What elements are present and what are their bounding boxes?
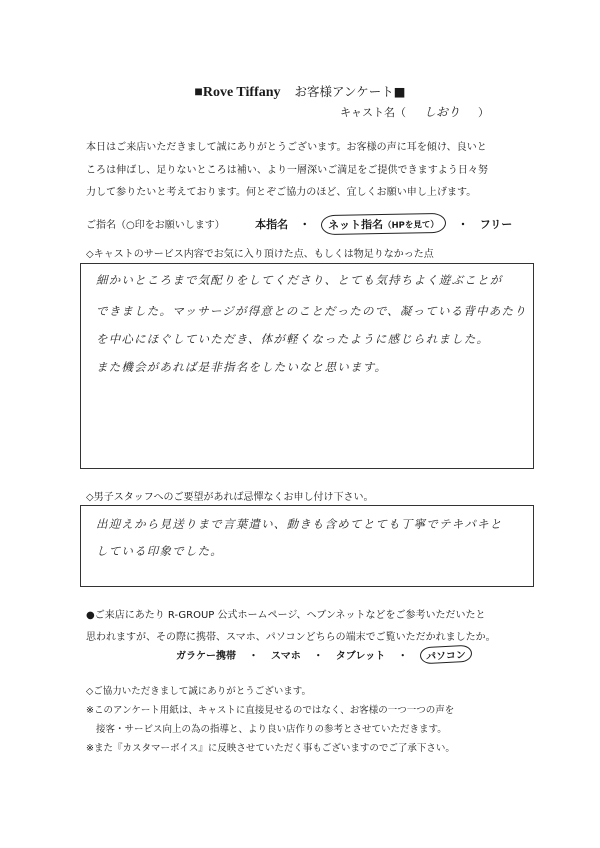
- q1-answer-line: 細かいところまで気配りをしてくださり、とても気持ちよく遊ぶことが: [96, 273, 503, 287]
- device-option-pc-circled: [420, 645, 473, 665]
- survey-title: [0, 82, 600, 101]
- device-question-line: ●ご来店にあたり R-GROUP 公式ホームページ、ヘブンネットなどをご参考いただいたと: [86, 610, 486, 621]
- footer-notes: [86, 682, 556, 758]
- separator: ・: [313, 651, 324, 662]
- nomination-label: ご指名（○印をお願いします）: [86, 220, 225, 231]
- nomination-row: [86, 214, 556, 234]
- intro-line: 力して参りたいと考えております。何とぞご協力のほど、宜しくお願い申し上げます。: [86, 187, 477, 198]
- intro-line: ころは伸ばし、足りないところは補い、より一層深いご満足をご提供できますよう日々努: [86, 164, 488, 176]
- device-question: [86, 605, 546, 649]
- cast-name-close: ）: [478, 106, 489, 119]
- nomination-option-net-sub: （HPを見て）: [383, 220, 440, 232]
- nomination-option-net: ネット指名: [328, 218, 384, 232]
- q2-answer-line: 出迎えから見送りまで言葉遣い、動きも含めてとても丁寧でテキパキと: [96, 517, 503, 531]
- footer-line: ◇ご協力いただきまして誠にありがとうございます。: [86, 686, 312, 697]
- device-option-smartphone: スマホ: [270, 651, 301, 662]
- intro-text: [86, 137, 536, 205]
- q1-answer-line: できました。マッサージが得意とのことだったので、凝っている背中あたり: [96, 304, 527, 318]
- device-option-feature-phone: ガラケー携帯: [176, 651, 236, 662]
- footer-line: ※また『カスタマーボイス』に反映させていただく事もございますのでご了承下さい。: [86, 743, 455, 754]
- brand-name: ■Rove Tiffany: [194, 85, 281, 100]
- device-option-pc: パソコン: [426, 649, 467, 664]
- device-options: [176, 646, 472, 663]
- q2-answer-line: している印象でした。: [96, 544, 223, 558]
- footer-line: ※このアンケート用紙は、キャストに直接見せるのではなく、お客様の一つ一つの声を: [86, 705, 455, 716]
- footer-line: 接客・サービス向上の為の指導と、より良い店作りの参考とさせていただきます。: [96, 724, 447, 735]
- q1-answer-line: を中心にほぐしていただき、体が軽くなったように感じられました。: [96, 332, 490, 346]
- intro-line: 本日はご来店いただきまして誠にありがとうございます。お客様の声に耳を傾け、良いと: [86, 142, 487, 153]
- nomination-option-regular: 本指名: [255, 218, 289, 231]
- device-question-line: 思われますが、その際に携帯、スマホ、パソコンどちらの端末でご覧いただかれましたか。: [86, 632, 496, 643]
- cast-name-label: キャスト名（: [340, 106, 406, 119]
- q1-label: ◇キャストのサービス内容でお気に入り頂けた点、もしくは物足りなかった点: [86, 249, 434, 260]
- separator: ・: [397, 651, 408, 662]
- q1-answer-line: また機会があれば是非指名をしたいなと思います。: [96, 360, 388, 374]
- device-option-tablet: タブレット: [335, 651, 386, 662]
- separator: ・: [457, 218, 469, 231]
- nomination-option-free: フリー: [479, 218, 513, 231]
- separator: ・: [248, 651, 259, 662]
- nomination-option-net-circled: [321, 213, 446, 235]
- cast-name-value: しおり: [424, 105, 461, 119]
- separator: ・: [299, 218, 311, 231]
- q2-label: ◇男子スタッフへのご要望があれば忌憚なくお申し付け下さい。: [86, 492, 374, 503]
- survey-name: お客様アンケート■: [294, 84, 406, 99]
